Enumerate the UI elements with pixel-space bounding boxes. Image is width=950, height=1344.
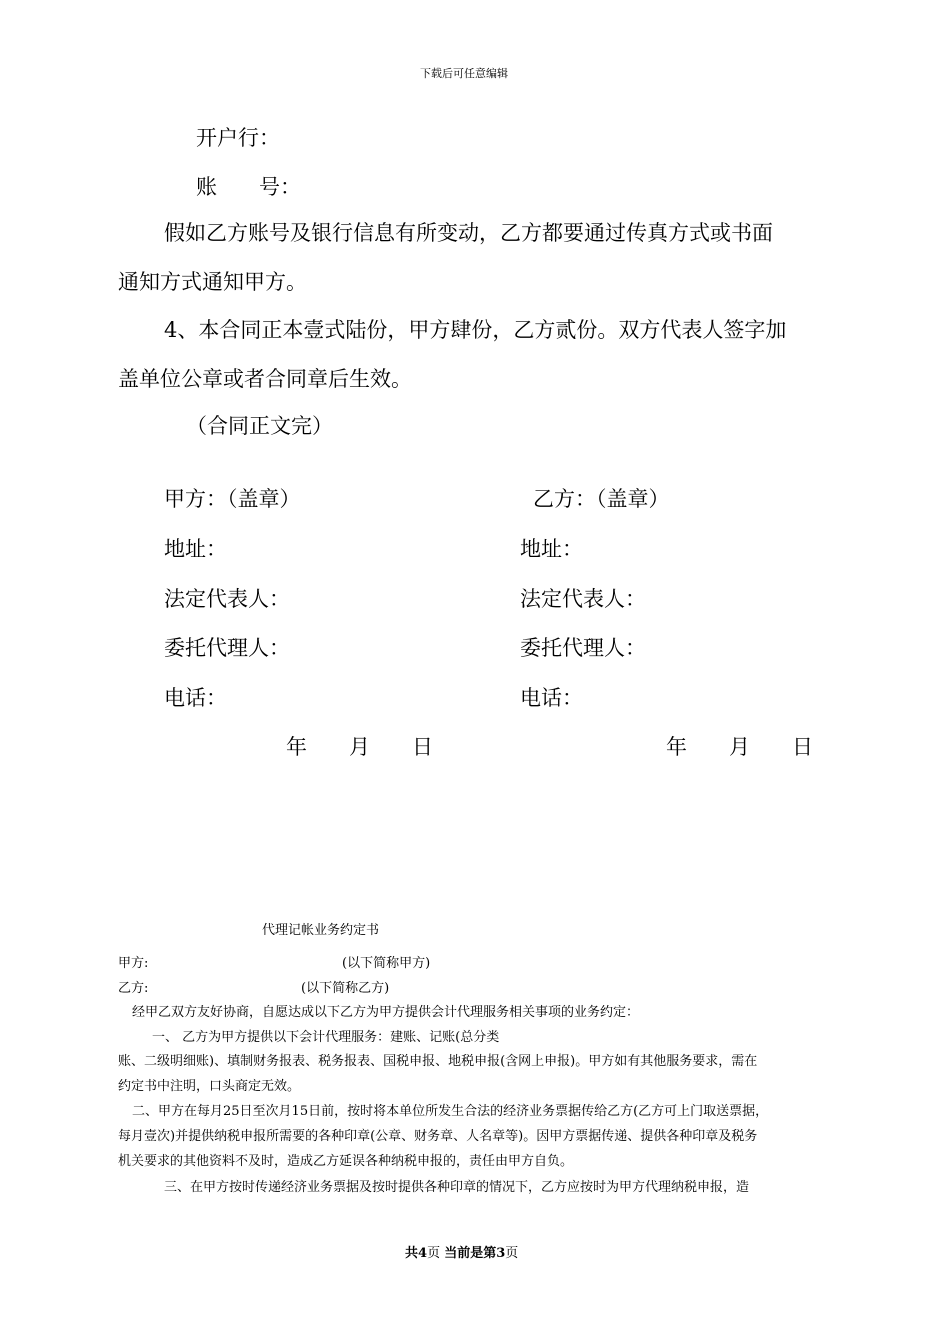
agreement-item2-line3: 机关要求的其他资料不及时，造成乙方延误各种纳税申报的，责任由甲方自负。 [118, 1154, 574, 1169]
party-a-date: 年 月 日 [286, 735, 433, 759]
change-notice-line1: 假如乙方账号及银行信息有所变动，乙方都要通过传真方式或书面 [164, 221, 773, 245]
agreement-item2-line1: 二、甲方在每月25日至次月15日前，按时将本单位所发生合法的经济业务票据传给乙方(乙方可上门取送票据， [132, 1104, 769, 1119]
agreement-item1-line3: 约定书中注明，口头商定无效。 [118, 1079, 301, 1094]
account-label: 账 号： [196, 175, 301, 199]
party-a-legal-rep: 法定代表人： [164, 587, 290, 611]
page-unit: 页 [427, 1246, 441, 1261]
agreement-party-a-alias: (以下简称甲方) [342, 956, 431, 971]
agreement-item2-line2: 每月壹次)并提供纳税申报所需要的各种印章(公章、财务章、人名章等)。因甲方票据传递、提供各种印章及税务 [118, 1129, 758, 1144]
party-a-title: 甲方：（盖章） [164, 487, 301, 511]
agreement-title: 代理记帐业务约定书 [262, 923, 380, 938]
party-b-phone: 电话： [520, 686, 583, 710]
page-current-number: 3 [496, 1246, 506, 1261]
party-a-phone: 电话： [164, 686, 227, 710]
agreement-intro: 经甲乙双方友好协商，自愿达成以下乙方为甲方提供会计代理服务相关事项的业务约定： [132, 1005, 640, 1020]
end-mark: （合同正文完） [186, 414, 333, 438]
party-b-date: 年 月 日 [666, 735, 813, 759]
party-a-agent: 委托代理人： [164, 636, 290, 660]
party-b-address: 地址： [520, 537, 583, 561]
page-indicator [405, 1245, 518, 1263]
header-note: 下载后可任意编辑 [420, 67, 508, 80]
page-unit: 页 [505, 1246, 519, 1261]
copies-line2: 盖单位公章或者合同章后生效。 [118, 367, 412, 391]
page-current-label: 当前是第 [444, 1246, 497, 1261]
agreement-item3-line1: 三、在甲方按时传递经济业务票据及按时提供各种印章的情况下，乙方应按时为甲方代理纳税申报，造 [164, 1180, 750, 1195]
party-b-agent: 委托代理人： [520, 636, 646, 660]
page-total-prefix: 共 [405, 1246, 419, 1261]
party-a-address: 地址： [164, 537, 227, 561]
agreement-party-b-label: 乙方: [118, 981, 149, 996]
agreement-item1-line2: 账、二级明细账)、填制财务报表、税务报表、国税申报、地税申报(含网上申报)。甲方如有其他服务要求，需在 [118, 1054, 758, 1069]
page-total-number: 4 [418, 1246, 428, 1261]
agreement-party-b-alias: (以下简称乙方) [301, 981, 390, 996]
party-b-legal-rep: 法定代表人： [520, 587, 646, 611]
agreement-party-a-label: 甲方: [118, 956, 149, 971]
bank-label: 开户行： [196, 126, 280, 150]
party-b-title: 乙方：（盖章） [533, 487, 670, 511]
copies-line1: 4、本合同正本壹式陆份，甲方肆份，乙方贰份。双方代表人签字加 [164, 318, 787, 342]
agreement-item1-line1: 一、 乙方为甲方提供以下会计代理服务：建账、记账(总分类 [152, 1030, 500, 1045]
change-notice-line2: 通知方式通知甲方。 [118, 270, 307, 294]
